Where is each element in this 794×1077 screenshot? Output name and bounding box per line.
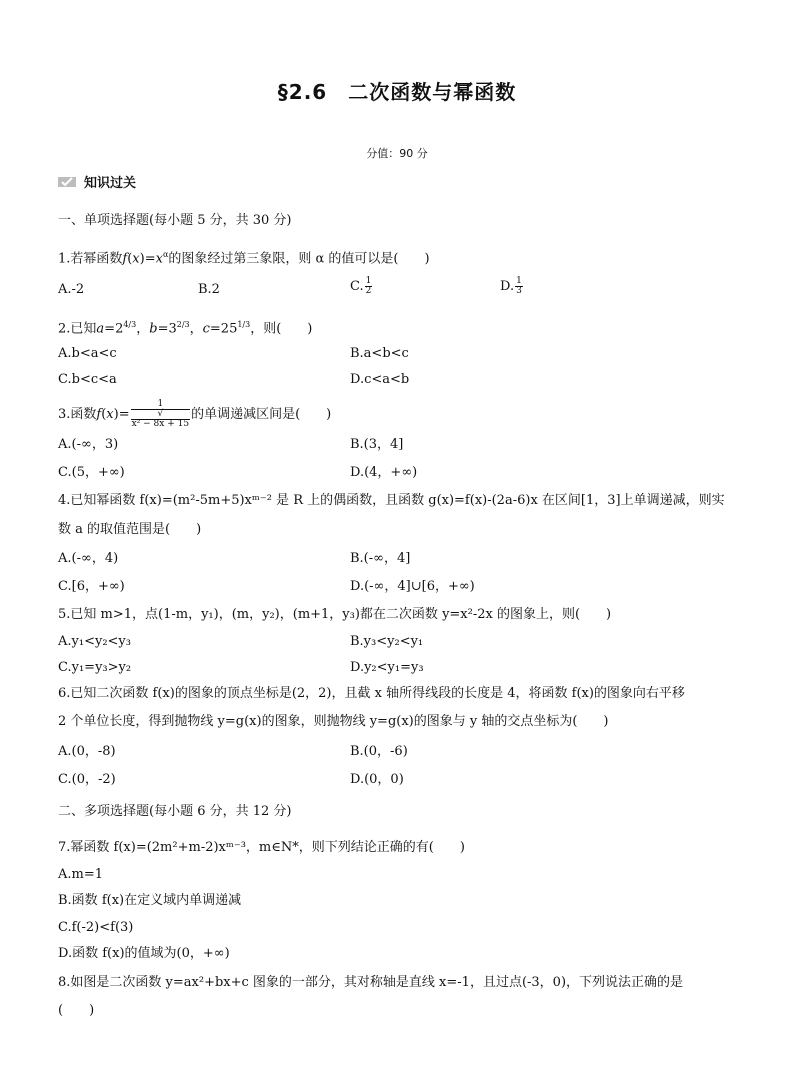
q1-stem-pre: 1.若幂函数 <box>58 251 123 267</box>
q1-option-c-fraction <box>365 277 373 296</box>
q1-option-b[interactable]: B.2 <box>198 282 220 297</box>
q7-option-c[interactable]: C.f(-2)<f(3) <box>58 920 134 935</box>
q4-option-b[interactable]: B.(-∞，4] <box>350 551 411 566</box>
q1-option-d-label: D. <box>500 279 515 294</box>
q5-option-a[interactable]: A.y₁<y₂<y₃ <box>58 634 131 649</box>
question-5-stem: 5.已知 m>1，点(1-m，y₁)，(m，y₂)，(m+1，y₃)都在二次函数 y=x²-2x 的图象上，则( ) <box>58 607 612 622</box>
q3-den: x² − 8x + 15 <box>131 419 190 429</box>
question-3-stem: 3.函数f(x)= 1 √ x² − 8x + 15 的单调递减区间是( ) <box>58 399 332 429</box>
q2-option-b[interactable]: B.a<b<c <box>350 346 409 361</box>
q1-c-num: 1 <box>365 276 372 286</box>
q2-option-c[interactable]: C.b<c<a <box>58 372 117 387</box>
q3-option-d[interactable]: D.(4，+∞) <box>350 465 418 480</box>
q4-option-c[interactable]: C.[6，+∞) <box>58 579 125 594</box>
q3-stem-post: 的单调递减区间是( ) <box>191 407 332 422</box>
q2-option-d[interactable]: D.c<a<b <box>350 372 410 387</box>
q3-option-c[interactable]: C.(5，+∞) <box>58 465 125 480</box>
q1-stem-post: 的图象经过第三象限，则 α 的值可以是( ) <box>168 251 430 267</box>
section-heading <box>58 172 136 191</box>
q3-stem-pre: 3.函数 <box>58 407 97 422</box>
question-4-line-1: 4.已知幂函数 f(x)=(m²-5m+5)xᵐ⁻² 是 R 上的偶函数，且函数 g(x)=f(x)-(2a-6)x 在区间[1，3]上单调递减，则实 <box>58 493 725 508</box>
q7-option-d[interactable]: D.函数 f(x)的值域为(0，+∞) <box>58 946 230 961</box>
q1-option-c[interactable] <box>350 277 373 296</box>
q7-option-a[interactable]: A.m=1 <box>58 867 104 882</box>
question-2-stem: 2.已知$a=2^{4/3}$，$b=3^{2/3}$，$c=25^{1/3}$，则( ) <box>58 320 313 337</box>
question-8-line-1: 8.如图是二次函数 y=ax²+bx+c 图象的一部分，其对称轴是直线 x=-1，且过点(-3，0)，下列说法正确的是 <box>58 975 684 990</box>
q1-option-c-label: C. <box>350 279 364 294</box>
q5-option-c[interactable]: C.y₁=y₃>y₂ <box>58 660 132 675</box>
q7-option-b[interactable]: B.函数 f(x)在定义域内单调递减 <box>58 893 242 908</box>
part2-header: 二、多项选择题(每小题 6 分，共 12 分) <box>58 804 292 819</box>
q2-stem: 2.已知 <box>58 321 97 337</box>
score-info: 分值：90 分 <box>366 147 428 160</box>
q2-tail: ，则( ) <box>250 321 313 337</box>
checkmark-flag-icon <box>58 176 76 188</box>
q1-option-a[interactable]: A.-2 <box>58 282 85 297</box>
q5-option-d[interactable]: D.y₂<y₁=y₃ <box>350 660 424 675</box>
q4-option-a[interactable]: A.(-∞，4) <box>58 551 119 566</box>
page-title: §2.6 二次函数与幂函数 <box>277 80 517 104</box>
part1-header: 一、单项选择题(每小题 5 分，共 30 分) <box>58 213 292 228</box>
question-6-line-2: 2 个单位长度，得到抛物线 y=g(x)的图象，则抛物线 y=g(x)的图象与 y 轴的交点坐标为( ) <box>58 714 609 729</box>
q1-option-d-fraction <box>515 277 523 296</box>
q1-d-num: 1 <box>516 276 522 286</box>
q6-option-b[interactable]: B.(0，-6) <box>350 744 408 759</box>
question-8-line-2: ( ) <box>58 1003 95 1018</box>
q3-option-b[interactable]: B.(3，4] <box>350 437 404 452</box>
q1-d-den: 3 <box>516 286 522 296</box>
q3-fraction: 1 √ x² − 8x + 15 <box>131 399 190 429</box>
section-label: 知识过关 <box>84 176 137 191</box>
q1-option-d[interactable] <box>500 277 524 296</box>
q2-option-a[interactable]: A.b<a<c <box>58 346 117 361</box>
q5-option-b[interactable]: B.y₃<y₂<y₁ <box>350 634 424 649</box>
question-4-line-2: 数 a 的取值范围是( ) <box>58 522 202 537</box>
q4-option-d[interactable]: D.(-∞，4]∪[6，+∞) <box>350 579 475 594</box>
question-6-line-1: 6.已知二次函数 f(x)的图象的顶点坐标是(2，2)，且截 x 轴所得线段的长度是 4，将函数 f(x)的图象向右平移 <box>58 686 685 701</box>
question-7-stem: 7.幂函数 f(x)=(2m²+m-2)xᵐ⁻³，m∈N*，则下列结论正确的有( ) <box>58 840 465 855</box>
q6-option-c[interactable]: C.(0，-2) <box>58 772 116 787</box>
question-1-stem: 1.若幂函数$f(x)=x^\alpha$的图象经过第三象限，则 α 的值可以是( ) <box>58 250 430 267</box>
q6-option-a[interactable]: A.(0，-8) <box>58 744 116 759</box>
q6-option-d[interactable]: D.(0，0) <box>350 772 404 787</box>
q3-option-a[interactable]: A.(-∞，3) <box>58 437 119 452</box>
q1-c-den: 2 <box>365 286 372 296</box>
q3-num: 1 <box>131 400 190 410</box>
